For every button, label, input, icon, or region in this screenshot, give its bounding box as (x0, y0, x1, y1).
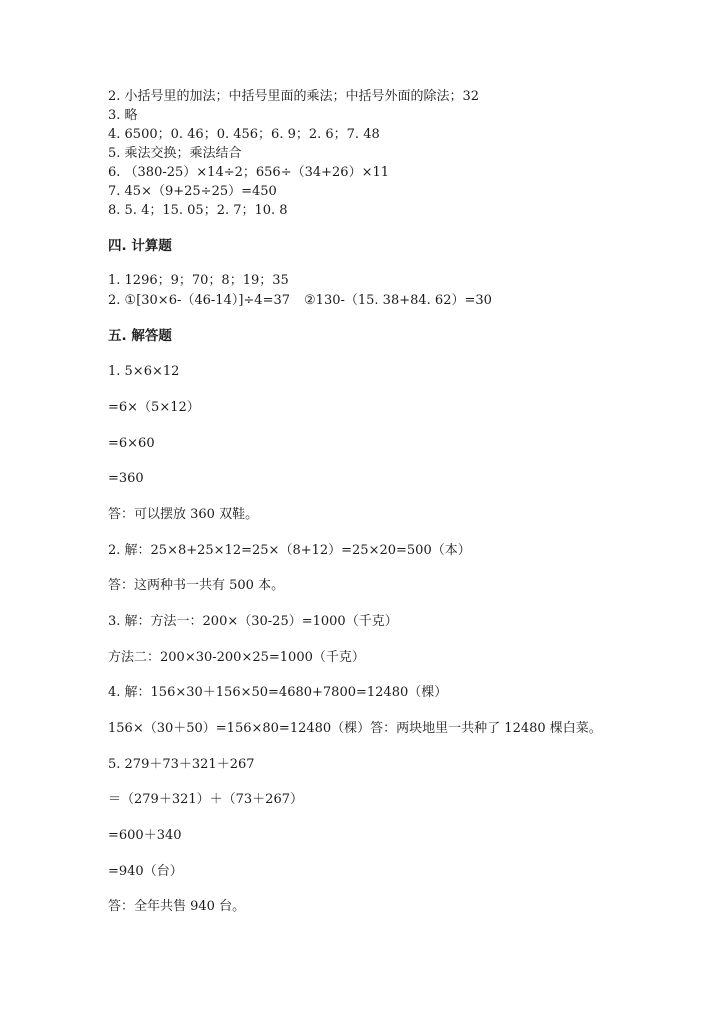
section-5-heading: 五. 解答题 (108, 328, 172, 344)
solution-1-answer: 答：可以摆放 360 双鞋。 (108, 507, 259, 522)
solution-4-line-2: 156×（30＋50）=156×80=12480（棵）答：两块地里一共种了 12480 棵白菜。 (108, 721, 602, 736)
solution-1-line-1: 1. 5×6×12 (108, 364, 180, 379)
solution-3-method-2: 方法二：200×30-200×25=1000（千克） (108, 650, 365, 665)
solution-1-line-3: =6×60 (108, 436, 155, 451)
section-4-answer-1: 1. 1296；9；70；8；19；35 (108, 273, 289, 288)
solution-2-answer: 答：这两种书一共有 500 本。 (108, 578, 285, 593)
section-4-answer-2a: 2. ①[30×6-（46-14）]÷4=37 (108, 293, 291, 308)
solution-5-line-1: 5. 279＋73＋321＋267 (108, 757, 255, 772)
section-4-answer-2b: ②130-（15. 38+84. 62）=30 (304, 293, 492, 308)
part3-answer-8: 8. 5. 4；15. 05；2. 7；10. 8 (108, 203, 288, 218)
part3-answer-6: 6. （380-25）×14÷2；656÷（34+26）×11 (108, 165, 389, 180)
section-4-heading: 四. 计算题 (108, 238, 172, 254)
solution-1-line-2: =6×（5×12） (108, 400, 200, 415)
section-4-answer-2 (108, 292, 492, 310)
solution-5-line-3: =600＋340 (108, 828, 182, 843)
solution-5-line-2: ＝（279＋321）＋（73＋267） (108, 792, 303, 807)
solution-3-method-1: 3. 解：方法一：200×（30-25）=1000（千克） (108, 614, 398, 629)
part3-answer-3: 3. 略 (108, 108, 138, 123)
solution-1-line-4: =360 (108, 471, 144, 486)
solution-5-answer: 答：全年共售 940 台。 (108, 899, 246, 914)
part3-answer-2: 2. 小括号里的加法；中括号里面的乘法；中括号外面的除法；32 (108, 89, 480, 104)
part3-answer-4: 4. 6500；0. 46；0. 456；6. 9；2. 6；7. 48 (108, 127, 380, 142)
solution-2-line-1: 2. 解：25×8+25×12=25×（8+12）=25×20=500（本） (108, 543, 471, 558)
part3-answer-5: 5. 乘法交换；乘法结合 (108, 146, 242, 161)
part3-answer-7: 7. 45×（9+25÷25）=450 (108, 184, 277, 199)
solution-4-line-1: 4. 解：156×30＋156×50=4680+7800=12480（棵） (108, 685, 448, 700)
solution-5-line-4: =940（台） (108, 864, 183, 879)
